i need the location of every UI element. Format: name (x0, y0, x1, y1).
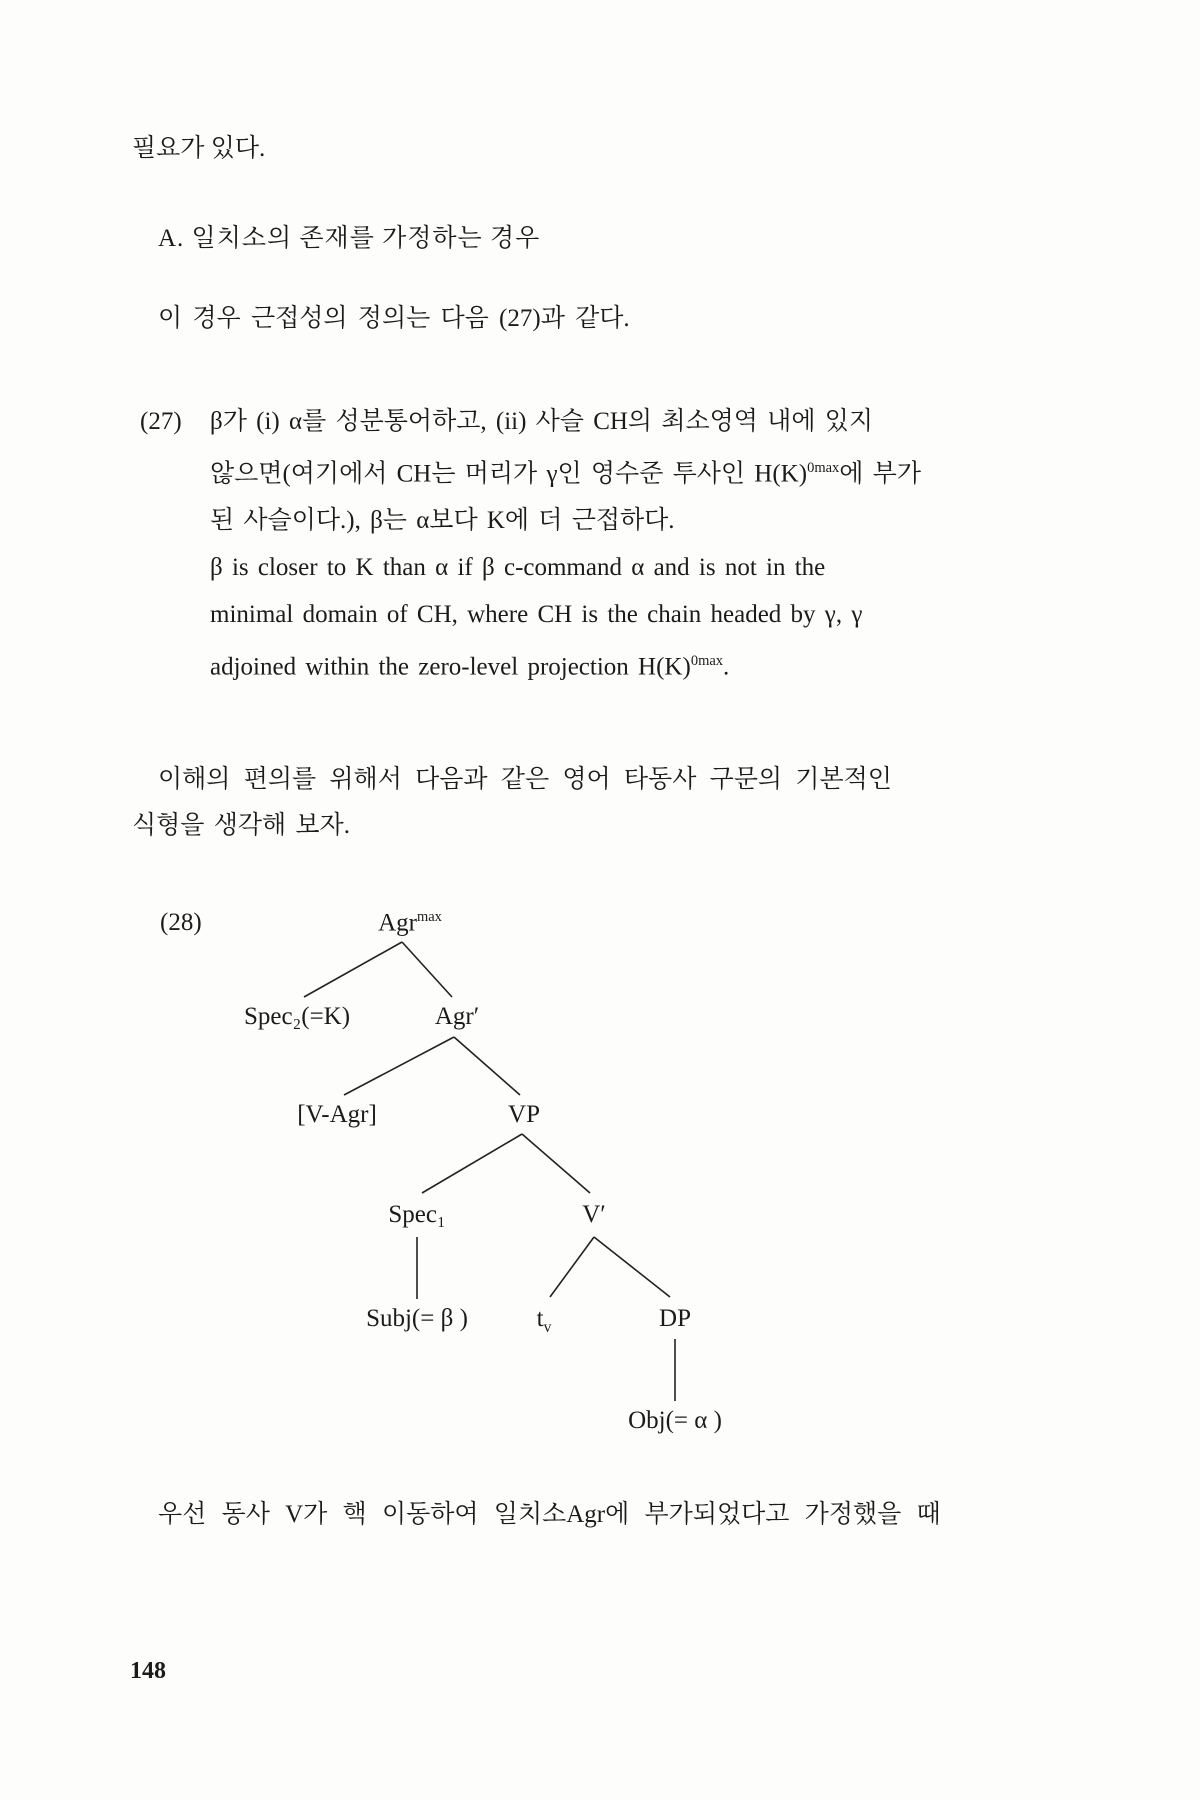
definition-27-korean-line-1: β가 (i) α를 성분통어하고, (ii) 사슬 CH의 최소영역 내에 있지 (210, 408, 874, 435)
tree-node-v-bar: V′ (582, 1200, 606, 1228)
definition-27-korean-line-2: 않으면(여기에서 CH는 머리가 γ인 영수준 투사인 $H(K)^{0max}$에 부가 (210, 460, 921, 488)
paragraph-transition-line-2: 식형을 생각해 보자. (132, 811, 350, 839)
tree-node-obj-alpha: Obj(= α ) (628, 1406, 722, 1434)
definition-27-korean-line-3: 된 사슬이다.), β는 α보다 K에 더 근접하다. (210, 507, 675, 535)
definition-27-english-line-3: adjoined within the zero-level projection $H(K)^{0max}$. (210, 653, 730, 681)
definition-27 (140, 398, 1080, 691)
tree-node-spec1: Spec₁ (388, 1200, 446, 1228)
tree-node-spec2-k: Spec₂(=K) (243, 1002, 351, 1030)
superscript-max: max (416, 908, 442, 925)
tree-node-dp: DP (659, 1304, 691, 1332)
definition-27-label: (27) (140, 408, 182, 435)
superscript-0max: 0max (807, 460, 840, 476)
paragraph-closing: 우선 동사 V가 핵 이동하여 일치소Agr에 부가되었다고 가정했을 때 (158, 1500, 941, 1528)
tree-node-subj-beta: Subj(= β ) (366, 1304, 468, 1332)
definition-27-english-line-2: minimal domain of CH, where CH is the chain headed by γ, γ (210, 601, 863, 629)
section-heading-a: A. 일치소의 존재를 가정하는 경우 (158, 225, 541, 252)
subscript-v: v (543, 1318, 552, 1336)
tree-node-vp: VP (508, 1100, 540, 1128)
tree-node-agr-bar: Agr′ (434, 1002, 480, 1030)
tree-branch-lines (132, 907, 1072, 1452)
tree-node-trace-v: $t_v$ (536, 1304, 552, 1336)
paragraph-transition (132, 757, 1080, 849)
definition-27-english-line-1: β is closer to K than α if β c-command α and is not in the (210, 554, 826, 582)
syntax-tree-28 (132, 907, 1072, 1452)
paragraph-opening: 필요가 있다. (132, 135, 266, 162)
paragraph-transition-line-1: 이해의 편의를 위해서 다음과 같은 영어 타동사 구문의 기본적인 (158, 765, 892, 793)
tree-node-v-agr: [V-Agr] (297, 1100, 377, 1128)
tree-28-label: (28) (160, 908, 202, 936)
page-number: 148 (130, 1658, 166, 1684)
definition-27-body (210, 398, 921, 691)
tree-node-agr-max: Agr$^{max}$ (378, 908, 442, 936)
paragraph-intro: 이 경우 근접성의 정의는 다음 (27)과 같다. (158, 305, 630, 332)
superscript-0max: 0max (690, 653, 724, 670)
